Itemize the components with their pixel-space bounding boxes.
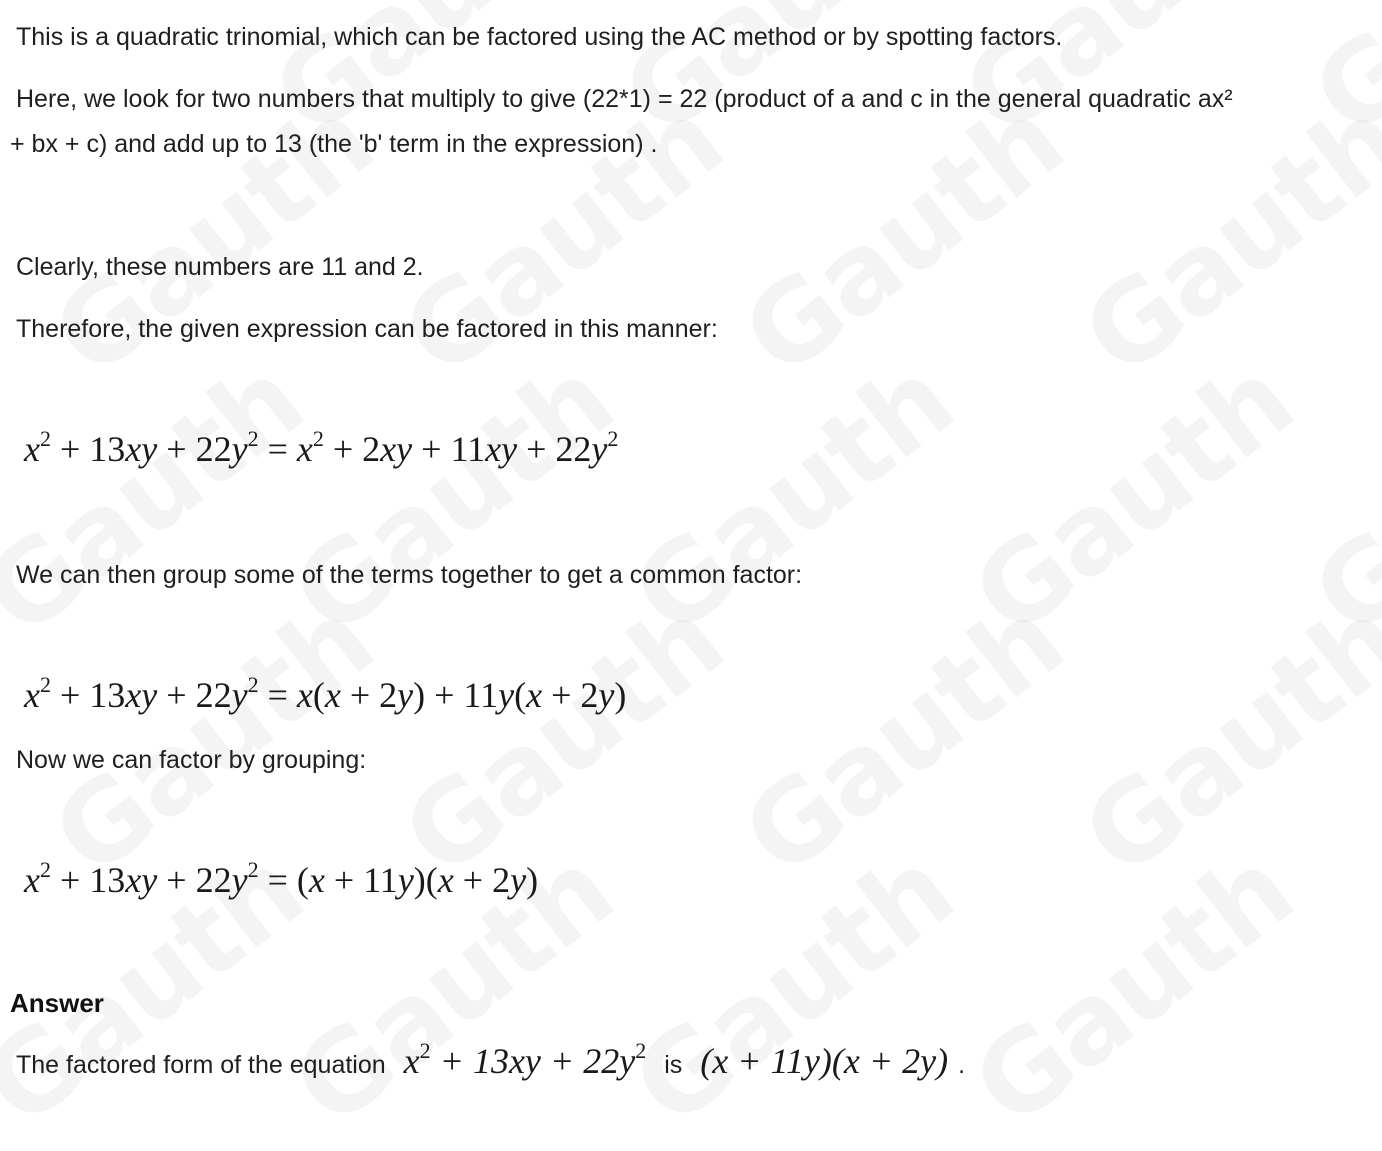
watermark <box>610 336 975 661</box>
watermark <box>270 336 635 661</box>
equation-split-middle-term: $x^2 + 13xy + 22y^2 = x^2 + 2xy + 11xy + 22y^2$ <box>24 426 619 469</box>
answer-heading: Answer <box>10 988 104 1018</box>
watermark <box>610 826 975 1151</box>
factor-grouping-paragraph: Now we can factor by grouping: <box>16 746 367 774</box>
watermark <box>380 576 745 901</box>
watermark <box>1060 576 1382 901</box>
answer-middle: is <box>664 1051 683 1079</box>
watermark <box>720 576 1085 901</box>
watermark <box>1290 0 1382 161</box>
watermark <box>950 826 1315 1151</box>
answer-result: (x + 11y)(x + 2y) <box>700 1041 949 1081</box>
answer-suffix: . <box>958 1051 966 1079</box>
method-paragraph-line1: Here, we look for two numbers that multiply to give (22*1) = 22 (product of a and c in the general quadratic ax² <box>16 85 1233 113</box>
answer-expression: $x^2 + 13xy + 22y^2$ <box>403 1038 647 1081</box>
method-paragraph-line2: + bx + c) and add up to 13 (the 'b' term in the expression) . <box>10 130 658 158</box>
watermark <box>950 336 1315 661</box>
equation-factored: $x^2 + 13xy + 22y^2 = (x + 11y)(x + 2y)$ <box>24 857 539 900</box>
watermark <box>1060 76 1382 401</box>
answer-sentence <box>16 1040 965 1082</box>
watermark <box>0 336 325 661</box>
therefore-paragraph: Therefore, the given expression can be factored in this manner: <box>16 315 718 343</box>
numbers-paragraph: Clearly, these numbers are 11 and 2. <box>16 253 424 281</box>
answer-prefix: The factored form of the equation <box>16 1051 386 1079</box>
watermark <box>720 76 1085 401</box>
group-paragraph: We can then group some of the terms together to get a common factor: <box>16 561 803 589</box>
watermark <box>1290 336 1382 661</box>
equation-common-factor: $x^2 + 13xy + 22y^2 = x(x + 2y) + 11y(x + 2y)$ <box>24 672 627 715</box>
intro-paragraph: This is a quadratic trinomial, which can be factored using the AC method or by spotting factors. <box>16 23 1063 51</box>
